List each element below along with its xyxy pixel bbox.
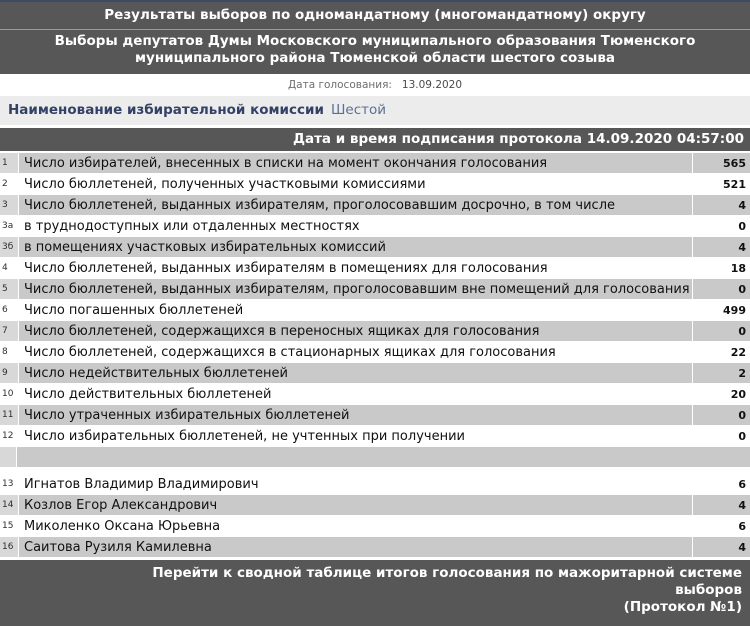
row-number: 5 (0, 279, 18, 299)
row-value: 521 (693, 174, 750, 194)
table-row (0, 174, 750, 194)
row-number: 14 (0, 495, 18, 515)
protocol-signed-label: Дата и время подписания протокола (292, 131, 583, 147)
row-label: Миколенко Оксана Юрьевна (19, 516, 692, 536)
results-table (0, 153, 750, 446)
commission-row (0, 96, 750, 125)
summary-table-link-line2: (Протокол №1) (623, 599, 742, 615)
row-value: 6 (693, 516, 750, 536)
table-row (0, 537, 750, 557)
table-row (0, 216, 750, 236)
row-number: 3а (0, 216, 18, 236)
table-row (0, 405, 750, 425)
row-value: 0 (693, 216, 750, 236)
row-value: 4 (693, 537, 750, 557)
row-label: Число бюллетеней, выданных избирателям в помещениях для голосования (19, 258, 692, 278)
row-label: в помещениях участковых избирательных комиссий (19, 237, 692, 257)
row-number: 8 (0, 342, 18, 362)
row-value: 6 (693, 474, 750, 494)
table-row (0, 300, 750, 320)
row-value: 499 (693, 300, 750, 320)
table-row (0, 516, 750, 536)
summary-table-link[interactable] (0, 560, 750, 626)
row-number: 13 (0, 474, 18, 494)
row-number: 1 (0, 153, 18, 173)
table-row (0, 279, 750, 299)
table-row (0, 342, 750, 362)
table-row (0, 384, 750, 404)
spacer-row (0, 447, 750, 467)
row-number: 3б (0, 237, 18, 257)
protocol-signed-bar (0, 128, 750, 151)
row-label: Число погашенных бюллетеней (19, 300, 692, 320)
election-subtitle: Выборы депутатов Думы Московского муниципального образования Тюменского муниципального района Тюменской области шестого созыва (0, 29, 750, 74)
row-number: 10 (0, 384, 18, 404)
table-row (0, 474, 750, 494)
row-label: Число бюллетеней, полученных участковыми комиссиями (19, 174, 692, 194)
row-value: 4 (693, 237, 750, 257)
voting-date-label: Дата голосования: (287, 79, 392, 91)
summary-table-link-line1: Перейти к сводной таблице итогов голосования по мажоритарной системе выборов (152, 565, 742, 598)
row-number: 2 (0, 174, 18, 194)
table-row (0, 426, 750, 446)
row-number: 6 (0, 300, 18, 320)
voting-date-value: 13.09.2020 (401, 79, 463, 91)
row-value: 0 (693, 426, 750, 446)
table-row (0, 153, 750, 173)
row-number: 15 (0, 516, 18, 536)
table-row (0, 195, 750, 215)
row-label: в труднодоступных или отдаленных местностях (19, 216, 692, 236)
row-label: Число бюллетеней, содержащихся в переносных ящиках для голосования (19, 321, 692, 341)
row-value: 20 (693, 384, 750, 404)
row-number: 16 (0, 537, 18, 557)
row-value: 565 (693, 153, 750, 173)
row-label: Число бюллетеней, выданных избирателям, проголосовавшим вне помещений для голосования (19, 279, 692, 299)
row-value: 0 (693, 405, 750, 425)
row-label: Число избирательных бюллетеней, не учтенных при получении (19, 426, 692, 446)
row-value: 0 (693, 279, 750, 299)
row-value: 18 (693, 258, 750, 278)
table-row (0, 495, 750, 515)
row-value: 4 (693, 495, 750, 515)
candidates-table (0, 474, 750, 557)
row-number: 3 (0, 195, 18, 215)
row-label: Число избирателей, внесенных в списки на момент окончания голосования (19, 153, 692, 173)
row-value: 4 (693, 195, 750, 215)
row-number: 4 (0, 258, 18, 278)
row-value: 22 (693, 342, 750, 362)
voting-date-line (0, 74, 750, 95)
row-label: Козлов Егор Александрович (19, 495, 692, 515)
row-number: 11 (0, 405, 18, 425)
row-label: Саитова Рузиля Камилевна (19, 537, 692, 557)
protocol-signed-datetime: 14.09.2020 04:57:00 (586, 131, 744, 147)
row-label: Игнатов Владимир Владимирович (19, 474, 692, 494)
row-number: 7 (0, 321, 18, 341)
spacer-number-cell (0, 447, 16, 467)
commission-label: Наименование избирательной комиссии (8, 102, 324, 118)
table-row (0, 237, 750, 257)
row-number: 12 (0, 426, 18, 446)
spacer-main-cell (17, 447, 750, 467)
row-label: Число недействительных бюллетеней (19, 363, 692, 383)
commission-name-link[interactable]: Шестой (330, 102, 387, 118)
row-label: Число действительных бюллетеней (19, 384, 692, 404)
row-number: 9 (0, 363, 18, 383)
table-row (0, 258, 750, 278)
table-row (0, 363, 750, 383)
table-row (0, 321, 750, 341)
row-value: 2 (693, 363, 750, 383)
page-title: Результаты выборов по одномандатному (многомандатному) округу (0, 0, 750, 29)
row-label: Число утраченных избирательных бюллетеней (19, 405, 692, 425)
row-label: Число бюллетеней, содержащихся в стационарных ящиках для голосования (19, 342, 692, 362)
row-label: Число бюллетеней, выданных избирателям, проголосовавшим досрочно, в том числе (19, 195, 692, 215)
row-value: 0 (693, 321, 750, 341)
